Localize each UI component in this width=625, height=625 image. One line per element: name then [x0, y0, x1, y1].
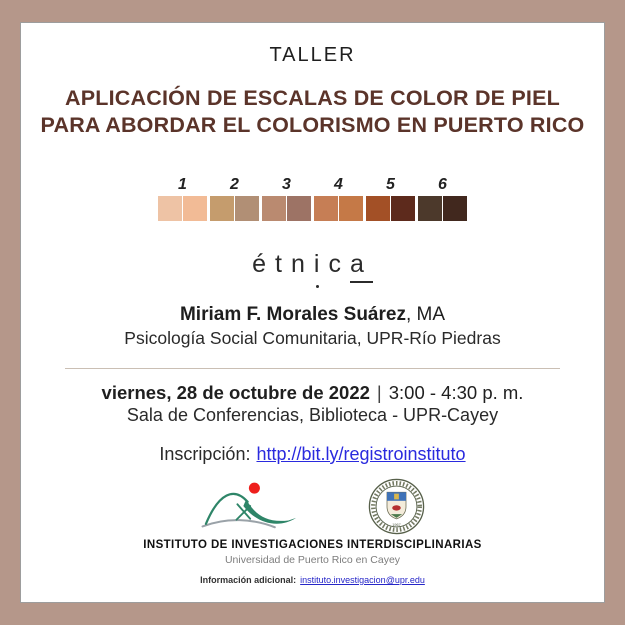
scale-group-5: [366, 177, 415, 221]
scale-number: 4: [334, 176, 343, 193]
etnica-letters: étn: [252, 250, 314, 278]
event-datetime: [102, 382, 524, 404]
registration-link[interactable]: http://bit.ly/registroinstituto: [256, 444, 466, 464]
skin-color-scale: [158, 177, 467, 221]
institute-name: INSTITUTO DE INVESTIGACIONES INTERDISCIPLINARIAS: [143, 539, 482, 551]
etnica-letter-c: c: [328, 250, 350, 278]
skin-swatch: [183, 196, 207, 221]
speaker-affiliation: Psicología Social Comunitaria, UPR-Río Piedras: [124, 328, 501, 348]
scale-number: 3: [282, 176, 291, 193]
university-name: Universidad de Puerto Rico en Cayey: [224, 554, 401, 566]
flyer-poster: [20, 22, 605, 603]
logos-row: [200, 476, 425, 536]
scale-number: 1: [178, 176, 187, 193]
skin-swatch: [314, 196, 338, 221]
scale-group-3: [262, 177, 311, 221]
skin-swatch: [262, 196, 286, 221]
red-dot: [249, 483, 260, 494]
scale-group-1: [158, 177, 207, 221]
skin-swatch: [235, 196, 259, 221]
event-location: Sala de Conferencias, Biblioteca - UPR-Cayey: [126, 405, 499, 425]
skin-swatch: [158, 196, 182, 221]
scale-group-6: [418, 177, 467, 221]
institute-mountain-logo-icon: [200, 477, 302, 535]
scale-number: 5: [386, 176, 395, 193]
registration-row: [159, 444, 465, 465]
etnica-wordmark: [252, 247, 373, 283]
kicker-taller: TALLER: [269, 44, 356, 66]
skin-swatch: [443, 196, 467, 221]
skin-swatch: [418, 196, 442, 221]
scale-number: 6: [438, 176, 447, 193]
speaker-name-bold: Miriam F. Morales Suárez: [179, 304, 406, 325]
speaker-name: [180, 304, 445, 326]
scale-group-4: [314, 177, 363, 221]
skin-swatch: [366, 196, 390, 221]
skin-swatch: [210, 196, 234, 221]
event-time: 3:00 - 4:30 p. m.: [388, 382, 524, 403]
upr-cayey-seal-icon: [368, 478, 425, 535]
divider-line: [65, 368, 560, 369]
workshop-title-line1: APLICACIÓN DE ESCALAS DE COLOR DE PIEL: [65, 86, 560, 110]
pipe-separator: |: [376, 382, 382, 403]
event-date: viernes, 28 de octubre de 2022: [101, 382, 370, 403]
seal-year: 1967: [392, 522, 401, 527]
workshop-title-line2: PARA ABORDAR EL COLORISMO EN PUERTO RICO: [40, 113, 585, 137]
skin-swatch: [287, 196, 311, 221]
registration-label: Inscripción:: [159, 444, 251, 464]
additional-info-row: [200, 575, 425, 585]
contact-email-link[interactable]: instituto.investigacion@upr.edu: [300, 575, 425, 585]
speaker-degree: , MA: [405, 304, 446, 325]
scale-group-2: [210, 177, 259, 221]
skin-swatch: [391, 196, 415, 221]
etnica-letter-a: a: [350, 247, 373, 283]
workshop-title: [41, 85, 585, 139]
scale-number: 2: [230, 176, 239, 193]
skin-swatch: [339, 196, 363, 221]
additional-info-label: Información adicional:: [200, 575, 297, 585]
etnica-letter-i: i: [314, 247, 329, 281]
